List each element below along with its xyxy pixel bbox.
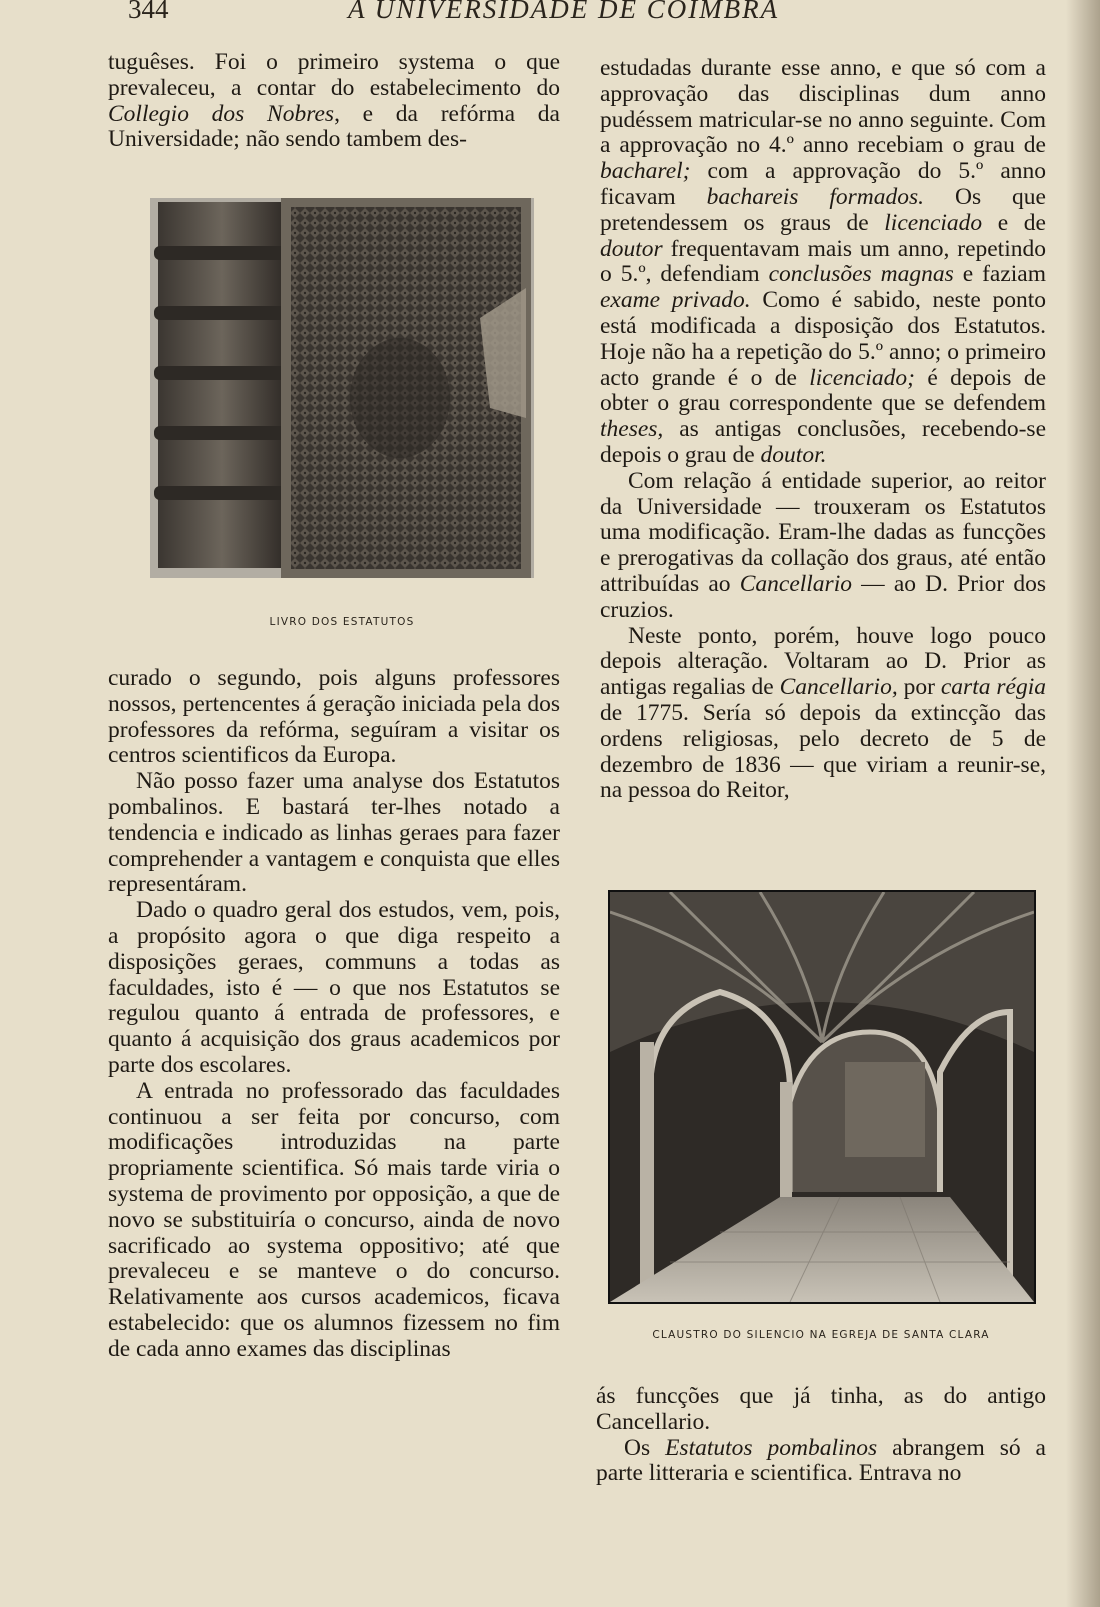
italic-run: bacharel; <box>600 158 691 185</box>
right-column-top <box>600 56 1046 804</box>
text-run: Os <box>624 1434 666 1461</box>
text-run: e de <box>982 209 1046 236</box>
text-run: tuguêses. Foi o primeiro systema o que prevaleceu, a contar do estabelecimento do <box>108 49 560 101</box>
left-column-bottom <box>108 666 560 1363</box>
text-run: Os que pretendessem os graus de <box>600 183 1046 236</box>
italic-run: doutor. <box>760 441 827 468</box>
italic-run: conclusões magnas <box>768 261 954 288</box>
right-column-bottom <box>596 1384 1046 1487</box>
page-number: 344 <box>128 0 169 24</box>
text-run: , e da refórma da Universidade; não sendo tambem des- <box>108 100 560 153</box>
cloister-illustration <box>608 890 1036 1304</box>
paragraph: ás funcções que já tinha, as do antigo Cancellario. <box>596 1383 1046 1435</box>
text-run: as antigas conclusões, recebendo-se depois o grau de <box>600 416 1046 468</box>
cloister-caption: CLAUSTRO DO SILENCIO NA EGREJA DE SANTA CLARA <box>652 1329 990 1341</box>
paragraph <box>596 1436 1046 1488</box>
italic-run: Collegio dos Nobres <box>108 100 335 127</box>
paragraph <box>108 50 560 153</box>
paragraph: Não posso fazer uma analyse dos Estatutos pombalinos. E bastará ter-lhes notado a tendencia e indicado as linhas geraes para fazer comprehender a vantagem e conquista que elles representáram. <box>108 768 560 898</box>
text-run: e faziam <box>953 261 1047 288</box>
italic-run: Cancellario <box>739 570 852 597</box>
text-run: abrangem só a parte litteraria e scientifica. Entrava no <box>596 1434 1046 1487</box>
book-image <box>150 198 534 578</box>
text-run: de 1775. Sería só depois da extincção das ordens religiosas, pelo decreto de 5 de dezembro de 1836 — que viriam a reunir-se, na pessoa do Reitor, <box>600 699 1046 804</box>
left-column-top <box>108 50 560 153</box>
page-edge-shadow <box>1066 0 1100 1607</box>
italic-run: licenciado; <box>809 364 915 391</box>
paragraph <box>600 469 1046 624</box>
text-run: Neste ponto, porém, houve logo pouco depois alteração. Voltaram ao D. Prior as antigas regalias de <box>600 622 1046 701</box>
italic-run: theses, <box>600 416 664 443</box>
paragraph <box>600 56 1046 469</box>
text-run: frequentavam mais um anno, repetindo o 5.º, defendiam <box>600 235 1046 288</box>
paragraph: curado o segundo, pois alguns professores nossos, pertencentes á geração iniciada pela dos professores da refórma, seguíram a visitar os centros scientificos da Europa. <box>108 665 560 769</box>
text-run: — ao D. Prior dos cruzios. <box>600 570 1046 623</box>
paragraph: A entrada no professorado das faculdades continuou a ser feita por concurso, com modificações introduzidas na parte propriamente scientifica. Só mais tarde viria o systema de provimento por opposição, a que de novo se substituiría o concurso, ainda de novo sacrificado ao systema oppositivo; até que prevaleceu e se manteve o do concurso. Relativamente aos cursos academicos, ficava estabelecido: que os alumnos fizessem no fim de cada anno exames das disciplinas <box>108 1077 560 1362</box>
text-run: Com relação á entidade superior, ao reitor da Universidade — trouxeram os Estatutos uma modificação. Eram-lhe dadas as funcções e prerogativas da collação dos graus, até então attribuídas ao <box>600 467 1046 597</box>
paragraph <box>600 624 1046 805</box>
italic-run: carta régia <box>940 674 1046 701</box>
italic-run: bachareis formados. <box>706 183 925 210</box>
book-caption: LIVRO DOS ESTATUTOS <box>269 616 415 628</box>
italic-run: licenciado <box>884 209 983 236</box>
running-header <box>128 0 1048 30</box>
book-illustration <box>150 198 534 578</box>
text-run: com a approvação do 5.º anno ficavam <box>600 158 1046 210</box>
text-run: é depois de obter o grau correspondente que se defendem <box>600 364 1046 417</box>
italic-run: exame privado. <box>600 287 751 314</box>
italic-run: Estatutos pombalinos <box>665 1434 878 1461</box>
text-run: estudadas durante esse anno, e que só com a approvação das disciplinas dum anno pudéssem matricular-se no anno seguinte. Com a approvação no 4.º anno recebiam o grau de <box>600 55 1046 159</box>
italic-run: Cancellario, <box>779 674 898 701</box>
paragraph: Dado o quadro geral dos estudos, vem, pois, a propósito agora o que diga respeito a disposições geraes, communs a todas as faculdades, isto é — o que nos Estatutos se regulou quanto á entrada de professores, e quanto á acquisição dos graus academicos por parte dos escolares. <box>108 897 560 1078</box>
italic-run: doutor <box>600 235 663 262</box>
text-run: Como é sabido, neste ponto está modificada a disposição dos Estatutos. Hoje não ha a repetição do 5.º anno; o primeiro acto grande é o de <box>600 287 1046 391</box>
cloister-image <box>610 892 1034 1302</box>
text-run: por <box>897 674 941 701</box>
running-title: A UNIVERSIDADE DE COIMBRA <box>348 0 780 24</box>
